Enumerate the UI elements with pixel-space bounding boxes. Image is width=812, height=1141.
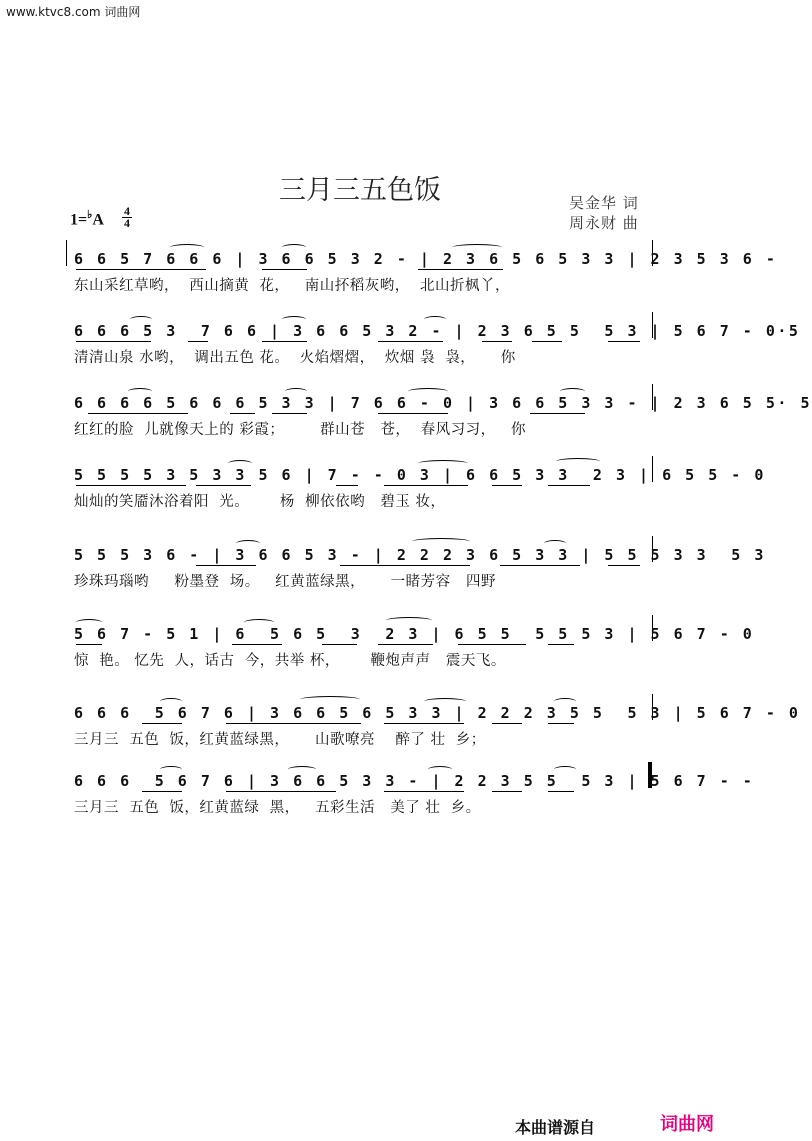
lyrics-line: 三月三 五色 饭，红黄蓝绿黑， 山歌嘹亮 醉了 壮 乡； bbox=[74, 732, 486, 748]
time-signature bbox=[122, 206, 132, 229]
key-signature bbox=[70, 208, 104, 229]
notation-line: 6 6 6 6 5 6 6 6 5 3 3 | 7 6 6 - 0 | 3 6 6 5 3 3 - | 2 3 6 5 5· 5 bbox=[74, 394, 812, 412]
time-sig-bottom: 4 bbox=[124, 216, 130, 230]
notation-line: 6 6 6 5 6 7 6 | 3 6 6 5 6 5 3 3 | 2 2 2 3 5 5 5 3 | 5 6 7 - 0 bbox=[74, 704, 801, 722]
lyrics-line: 三月三 五色 饭，红黄蓝绿 黑， 五彩生活 美了 壮 乡。 bbox=[74, 800, 481, 816]
score-system-3 bbox=[0, 394, 812, 454]
key-note: A bbox=[92, 211, 104, 229]
score-system-4 bbox=[0, 466, 766, 526]
notation-line: 6 6 5 7 6 6 6 | 3 6 6 5 3 2 - | 2 3 6 5 6 5 3 3 | 2 3 5 3 6 - bbox=[74, 250, 778, 268]
lyrics-line: 清清山泉 水哟， 调出五色 花。 火焰熠熠， 炊烟 袅 袅， 你 bbox=[74, 350, 516, 366]
flat-sign: ♭ bbox=[87, 209, 93, 221]
lyrics-line: 红红的脸 儿就像天上的 彩霞； 群山苍 苍， 春风习习， 你 bbox=[74, 422, 526, 438]
lyrics-line: 灿灿的笑靥沐浴着阳 光。 杨 柳依依哟 碧玉 妆， bbox=[74, 494, 446, 510]
notation-line: 5 5 5 5 3 5 3 3 5 6 | 7 - - 0 3 | 6 6 5 3 3 2 3 | 6 5 5 - 0 bbox=[74, 466, 766, 484]
notation-line: 6 6 6 5 3 7 6 6 | 3 6 6 5 3 2 - | 2 3 6 5 5 5 3 | 5 6 7 - 0·5 bbox=[74, 322, 801, 340]
score-system-5 bbox=[0, 546, 766, 606]
footer-site-logo[interactable]: 词曲网 bbox=[660, 1114, 714, 1135]
score-system-6 bbox=[0, 625, 755, 685]
notation-line: 5 6 7 - 5 1 | 6 5 6 5 3 2 3 | 6 5 5 5 5 5 3 | 5 6 7 - 0 bbox=[74, 625, 755, 643]
notation-line: 5 5 5 3 6 - | 3 6 6 5 3 - | 2 2 2 3 6 5 3 3 | 5 5 5 3 3 5 3 bbox=[74, 546, 766, 564]
footer-source-text: 本曲谱源自 bbox=[515, 1118, 596, 1137]
lyrics-line: 珍珠玛瑙哟 粉墨登 场。 红黄蓝绿黑， 一睹芳容 四野 bbox=[74, 574, 496, 590]
score-system-8 bbox=[0, 772, 755, 832]
lyrics-line: 东山采红草哟， 西山摘黄 花， 南山抔稻灰哟， 北山折枫丫， bbox=[74, 278, 510, 294]
lyricist-credit: 吴金华 词 bbox=[569, 194, 639, 212]
composer-credit: 周永财 曲 bbox=[569, 214, 639, 232]
notation-line: 6 6 6 5 6 7 6 | 3 6 6 5 3 3 - | 2 2 3 5 5 5 3 | 5 6 7 - - bbox=[74, 772, 755, 790]
score-system-2 bbox=[0, 322, 801, 382]
score-system-1 bbox=[0, 250, 778, 310]
key-prefix: 1= bbox=[70, 211, 88, 229]
time-sig-top: 4 bbox=[124, 204, 130, 218]
site-watermark: www.ktvc8.com 词曲网 bbox=[6, 5, 141, 19]
lyrics-line: 惊 艳。 忆先 人，话古 今，共举 杯， 鞭炮声声 震天飞。 bbox=[74, 653, 506, 669]
song-title: 三月三五色饭 bbox=[279, 175, 441, 206]
score-system-7 bbox=[0, 704, 801, 764]
